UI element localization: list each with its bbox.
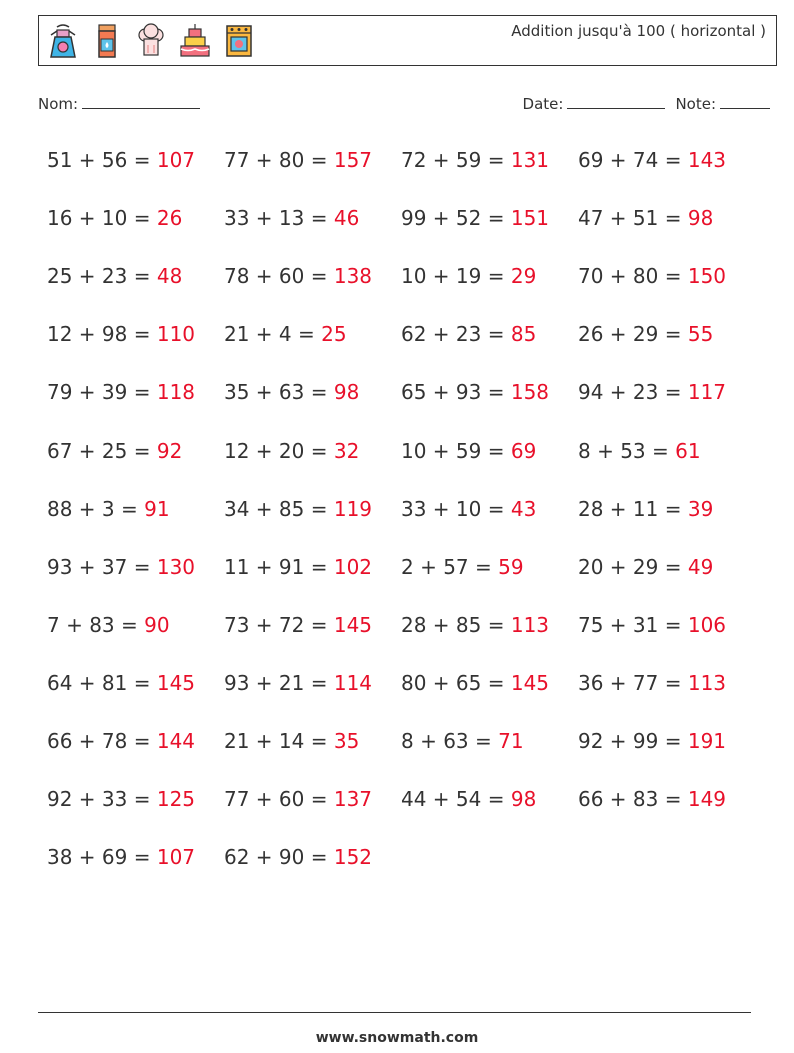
- problem-answer: 125: [156, 787, 196, 812]
- problem-expression: 36 + 77 =: [578, 670, 688, 695]
- problem-item: [401, 264, 536, 288]
- problem-expression: 21 + 4 =: [224, 322, 322, 347]
- problem-answer: 69: [510, 438, 537, 463]
- problem-expression: 77 + 80 =: [224, 148, 334, 172]
- problem-expression: 64 + 81 =: [47, 670, 157, 695]
- problem-item: [47, 787, 195, 811]
- problem-answer: 98: [333, 380, 360, 405]
- problem-item: [401, 729, 524, 753]
- problem-answer: 145: [333, 612, 373, 637]
- problem-expression: 21 + 14 =: [224, 729, 334, 753]
- problem-expression: 69 + 74 =: [578, 148, 688, 172]
- problem-answer: 118: [156, 380, 196, 405]
- problem-answer: 143: [687, 148, 727, 172]
- problem-answer: 152: [333, 845, 373, 870]
- problem-item: [401, 206, 549, 230]
- problem-expression: 78 + 60 =: [224, 264, 334, 289]
- problem-expression: 66 + 83 =: [578, 787, 688, 812]
- problem-item: [47, 264, 182, 288]
- problem-answer: 107: [156, 148, 196, 172]
- problem-item: [578, 148, 726, 172]
- problem-expression: 72 + 59 =: [401, 148, 511, 172]
- problem-expression: 66 + 78 =: [47, 729, 157, 753]
- problem-item: [578, 206, 713, 230]
- problem-item: [401, 787, 536, 811]
- problem-item: [224, 787, 372, 811]
- problem-expression: 2 + 57 =: [401, 554, 499, 579]
- problem-expression: 20 + 29 =: [578, 554, 688, 579]
- problem-expression: 12 + 20 =: [224, 438, 334, 463]
- problem-item: [401, 613, 549, 637]
- problem-answer: 46: [333, 206, 360, 231]
- problem-answer: 98: [510, 787, 537, 812]
- problem-item: [578, 497, 713, 521]
- problem-answer: 43: [510, 496, 537, 521]
- problem-expression: 16 + 10 =: [47, 206, 157, 231]
- footer-divider: [38, 1012, 751, 1013]
- problem-item: [578, 613, 726, 637]
- problem-expression: 92 + 99 =: [578, 729, 688, 753]
- problem-expression: 10 + 59 =: [401, 438, 511, 463]
- problem-expression: 11 + 91 =: [224, 554, 334, 579]
- problem-item: [401, 671, 549, 695]
- problem-expression: 77 + 60 =: [224, 787, 334, 812]
- problem-item: [401, 380, 549, 404]
- problem-expression: 88 + 3 =: [47, 496, 145, 521]
- problem-item: [578, 555, 713, 579]
- problem-answer: 113: [687, 670, 727, 695]
- problem-answer: 61: [675, 438, 701, 463]
- problem-expression: 93 + 37 =: [47, 554, 157, 579]
- problem-item: [224, 380, 359, 404]
- problem-expression: 80 + 65 =: [401, 670, 511, 695]
- problem-item: [224, 729, 359, 753]
- problem-item: [224, 322, 347, 346]
- problem-expression: 25 + 23 =: [47, 264, 157, 289]
- problem-item: [47, 671, 195, 695]
- problem-answer: 49: [687, 554, 714, 579]
- problem-item: [224, 148, 372, 172]
- problem-item: [578, 729, 726, 753]
- problem-item: [578, 439, 701, 463]
- problem-item: [47, 497, 170, 521]
- note-field: [675, 94, 770, 113]
- problem-expression: 28 + 11 =: [578, 496, 688, 521]
- problem-expression: 28 + 85 =: [401, 612, 511, 637]
- problem-answer: 48: [156, 264, 183, 289]
- problem-item: [47, 206, 182, 230]
- problem-answer: 102: [333, 554, 373, 579]
- problem-expression: 93 + 21 =: [224, 670, 334, 695]
- problem-answer: 151: [510, 206, 550, 231]
- problem-item: [224, 206, 359, 230]
- date-field: [523, 94, 666, 113]
- problem-item: [47, 613, 170, 637]
- date-label: Date:: [522, 95, 564, 113]
- problem-item: [224, 671, 372, 695]
- problem-item: [224, 845, 372, 869]
- problem-answer: 138: [333, 264, 373, 289]
- problem-expression: 7 + 83 =: [47, 612, 145, 637]
- problem-answer: 106: [687, 612, 727, 637]
- name-label: Nom:: [38, 95, 79, 113]
- problem-expression: 10 + 19 =: [401, 264, 511, 289]
- worksheet-title: Addition jusqu'à 100 ( horizontal ): [511, 22, 766, 40]
- problem-expression: 62 + 90 =: [224, 845, 334, 870]
- problem-expression: 92 + 33 =: [47, 787, 157, 812]
- problem-item: [47, 148, 195, 172]
- problem-item: [578, 787, 726, 811]
- problem-item: [47, 322, 195, 346]
- icon-strip: [45, 21, 257, 61]
- problem-answer: 130: [156, 554, 196, 579]
- problem-answer: 110: [156, 322, 196, 347]
- problem-answer: 158: [510, 380, 550, 405]
- problem-answer: 92: [156, 438, 183, 463]
- problem-item: [224, 264, 372, 288]
- problem-answer: 98: [687, 206, 714, 231]
- name-blank: [82, 94, 200, 109]
- problem-expression: 73 + 72 =: [224, 612, 334, 637]
- problem-answer: 55: [687, 322, 714, 347]
- problem-answer: 25: [321, 322, 347, 347]
- problem-answer: 113: [510, 612, 550, 637]
- problem-answer: 107: [156, 845, 196, 870]
- footer-website: www.snowmath.com: [315, 1030, 479, 1046]
- problem-answer: 119: [333, 496, 373, 521]
- problem-answer: 191: [687, 729, 727, 753]
- problem-answer: 157: [333, 148, 373, 172]
- problem-answer: 29: [510, 264, 537, 289]
- problem-item: [578, 322, 713, 346]
- problem-answer: 85: [510, 322, 537, 347]
- problem-item: [578, 671, 726, 695]
- date-note-fields: [523, 94, 770, 113]
- problem-item: [224, 497, 372, 521]
- problem-answer: 117: [687, 380, 727, 405]
- problem-expression: 94 + 23 =: [578, 380, 688, 405]
- problem-answer: 90: [144, 612, 170, 637]
- cake-icon: [177, 21, 213, 61]
- problem-answer: 114: [333, 670, 373, 695]
- problem-item: [401, 322, 536, 346]
- problem-answer: 145: [156, 670, 196, 695]
- problem-expression: 44 + 54 =: [401, 787, 511, 812]
- problem-item: [578, 380, 726, 404]
- date-blank: [567, 94, 665, 109]
- problem-expression: 51 + 56 =: [47, 148, 157, 172]
- problem-item: [578, 264, 726, 288]
- problem-expression: 99 + 52 =: [401, 206, 511, 231]
- oven-icon: [221, 21, 257, 61]
- note-label: Note:: [675, 95, 716, 113]
- problem-expression: 62 + 23 =: [401, 322, 511, 347]
- problem-expression: 26 + 29 =: [578, 322, 688, 347]
- problem-answer: 35: [333, 729, 360, 753]
- problem-answer: 149: [687, 787, 727, 812]
- problem-answer: 144: [156, 729, 196, 753]
- problem-expression: 33 + 10 =: [401, 496, 511, 521]
- problem-item: [401, 555, 524, 579]
- problem-answer: 26: [156, 206, 183, 231]
- problem-item: [401, 148, 549, 172]
- problem-expression: 65 + 93 =: [401, 380, 511, 405]
- problem-item: [47, 439, 182, 463]
- problem-item: [224, 613, 372, 637]
- problem-expression: 75 + 31 =: [578, 612, 688, 637]
- problem-expression: 67 + 25 =: [47, 438, 157, 463]
- problem-item: [224, 555, 372, 579]
- problem-item: [47, 729, 195, 753]
- problem-answer: 91: [144, 496, 170, 521]
- chef-hat-icon: [133, 21, 169, 61]
- problem-answer: 32: [333, 438, 360, 463]
- note-blank: [720, 94, 770, 109]
- problem-answer: 39: [687, 496, 714, 521]
- problem-expression: 70 + 80 =: [578, 264, 688, 289]
- problem-answer: 137: [333, 787, 373, 812]
- problem-answer: 59: [498, 554, 524, 579]
- apron-icon: [45, 21, 81, 61]
- problem-answer: 131: [510, 148, 550, 172]
- problem-expression: 34 + 85 =: [224, 496, 334, 521]
- problem-expression: 79 + 39 =: [47, 380, 157, 405]
- problem-item: [401, 439, 536, 463]
- problem-answer: 145: [510, 670, 550, 695]
- problem-answer: 150: [687, 264, 727, 289]
- problem-expression: 12 + 98 =: [47, 322, 157, 347]
- problem-expression: 8 + 63 =: [401, 729, 499, 753]
- problem-item: [47, 555, 195, 579]
- problem-expression: 8 + 53 =: [578, 438, 676, 463]
- milk-carton-icon: [89, 21, 125, 61]
- problem-item: [47, 845, 195, 869]
- problem-item: [224, 439, 359, 463]
- worksheet-header: [38, 15, 777, 66]
- problem-expression: 38 + 69 =: [47, 845, 157, 870]
- problem-item: [401, 497, 536, 521]
- name-field: [38, 94, 200, 113]
- problem-expression: 35 + 63 =: [224, 380, 334, 405]
- problem-answer: 71: [498, 729, 524, 753]
- problem-expression: 47 + 51 =: [578, 206, 688, 231]
- problem-expression: 33 + 13 =: [224, 206, 334, 231]
- problem-item: [47, 380, 195, 404]
